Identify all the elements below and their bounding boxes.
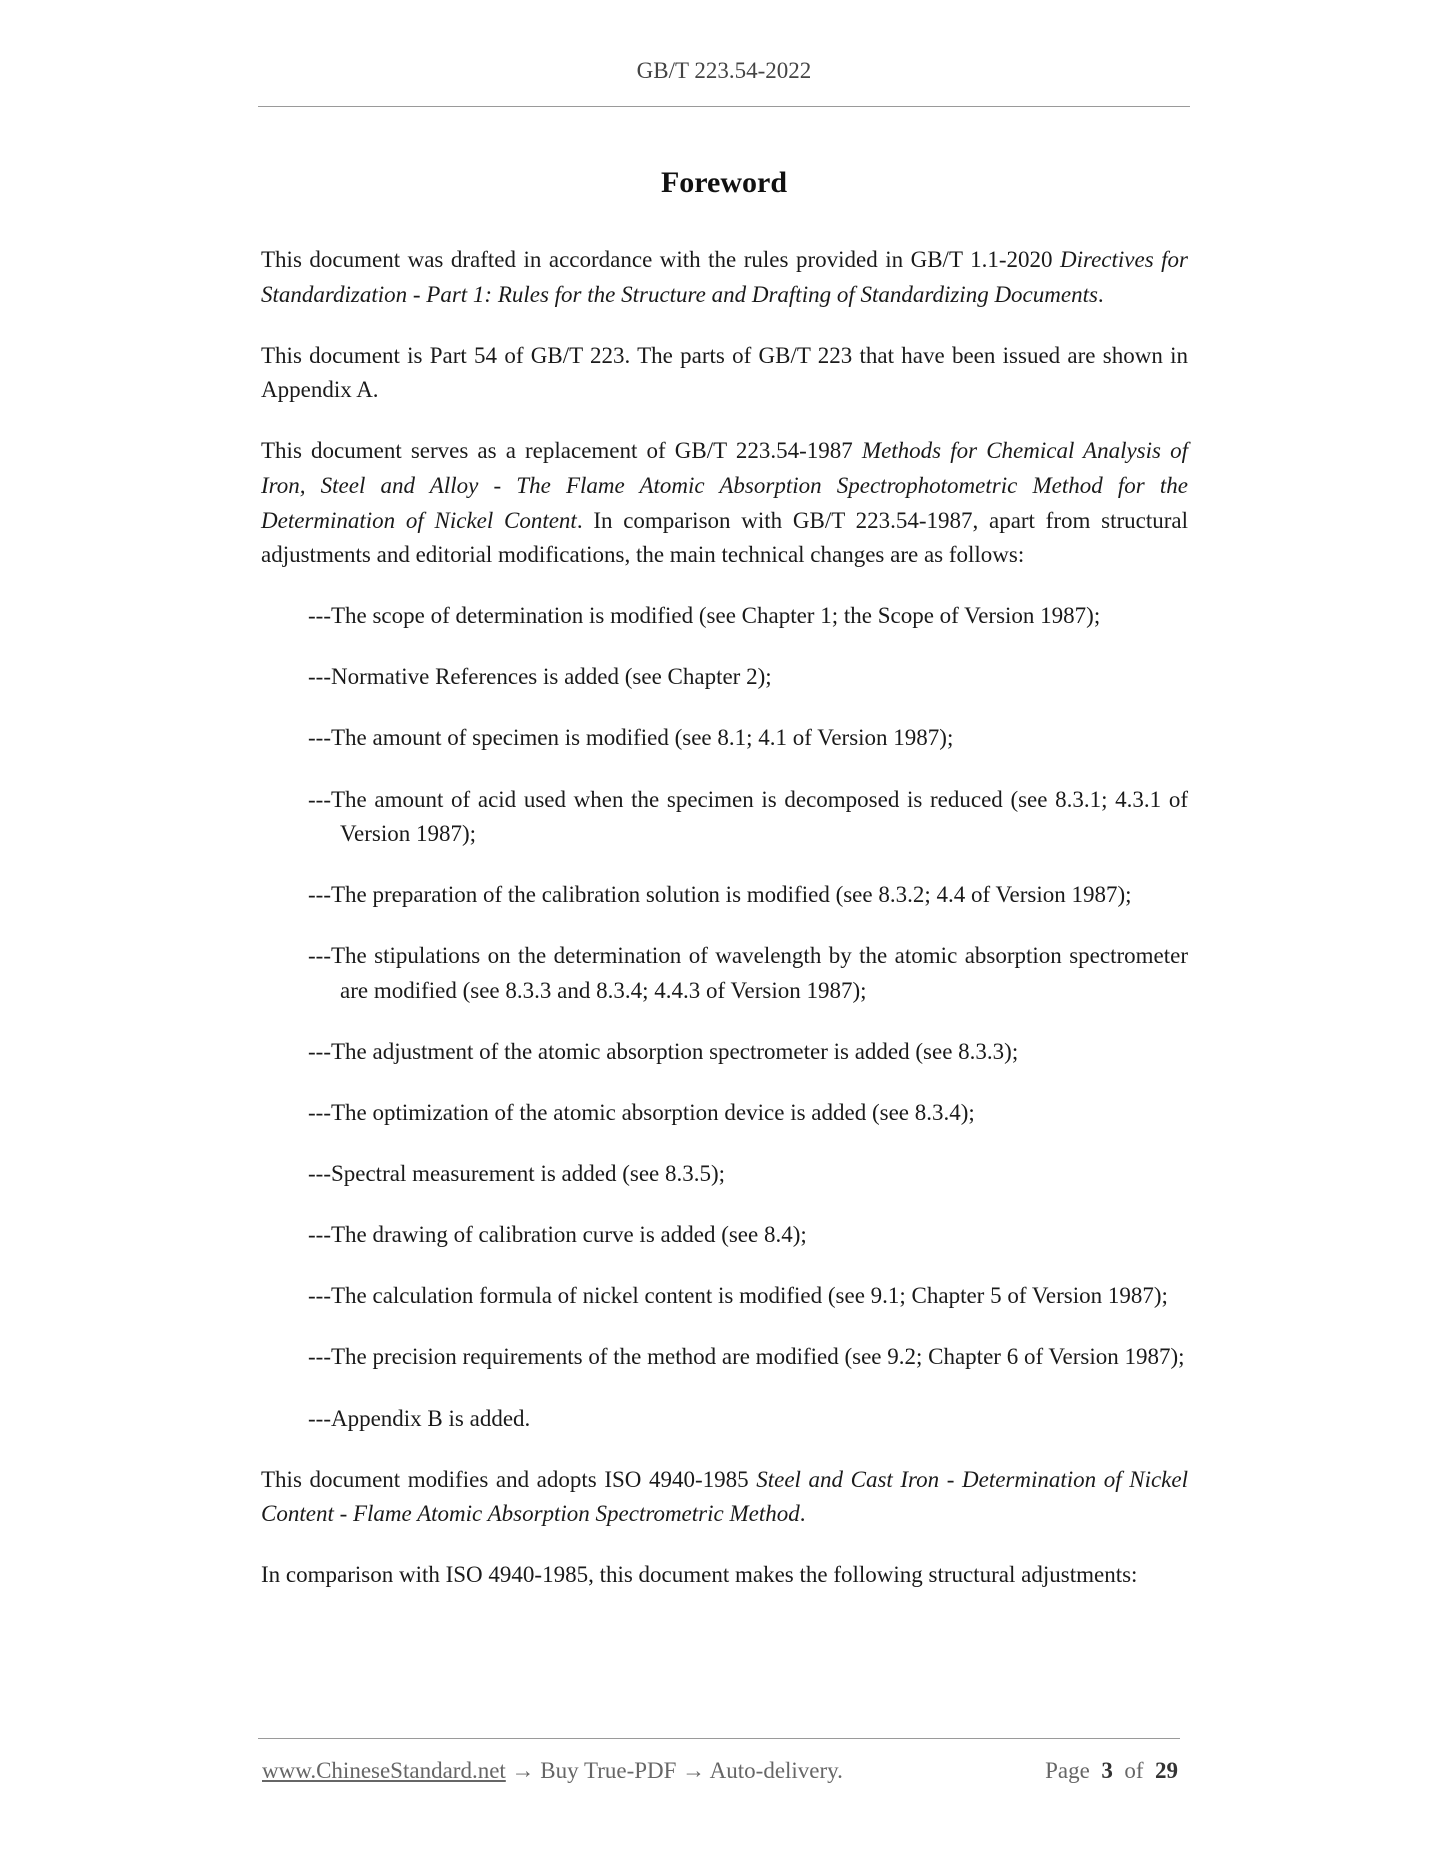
cited-standard-title: Methods for Chemical Analysis of Iron, Steel and Alloy - The Flame Atomic Absorption Spectrophotometric Method for the Determination of Nickel Content: [261, 438, 1188, 533]
list-item: ---The amount of acid used when the specimen is decomposed is reduced (see 8.3.1; 4.3.1 of Version 1987);: [308, 786, 1188, 847]
current-page-number: 3: [1101, 1758, 1113, 1783]
paragraph-text: This document modifies and adopts ISO 4940-1985: [261, 1466, 757, 1492]
list-item: ---The amount of specimen is modified (see 8.1; 4.1 of Version 1987);: [308, 725, 954, 751]
list-item: ---Normative References is added (see Chapter 2);: [308, 664, 772, 690]
website-link[interactable]: www.ChineseStandard.net: [262, 1758, 506, 1783]
section-title: Foreword: [660, 166, 788, 199]
footer-divider: [258, 1738, 1180, 1739]
list-item: ---The drawing of calibration curve is added (see 8.4);: [308, 1222, 807, 1248]
header-divider: [258, 106, 1190, 107]
changes-list: [261, 599, 1188, 1436]
paragraph-text: This document was drafted in accordance with the rules provided in GB/T 1.1-2020: [261, 247, 1060, 272]
document-body: [261, 243, 1188, 1619]
paragraph-iso-adoption: [261, 1463, 1188, 1532]
list-item: ---The scope of determination is modified (see Chapter 1; the Scope of Version 1987);: [308, 603, 1101, 629]
list-item: ---Spectral measurement is added (see 8.3.5);: [308, 1161, 726, 1187]
running-header: GB/T 223.54-2022: [636, 58, 812, 83]
page-number: [1045, 1758, 1178, 1784]
paragraph-text: . In comparison with GB/T 223.54-1987, apart from structural adjustments and editorial modifications, the main technical changes are as follows:: [261, 507, 1188, 568]
page-label: Page: [1045, 1758, 1090, 1783]
paragraph-text: This document serves as a replacement of GB/T 223.54-1987: [261, 438, 862, 464]
paragraph-structural-adjustments: In comparison with ISO 4940-1985, this document makes the following structural adjustments:: [261, 1562, 1138, 1588]
page-of-label: of: [1124, 1758, 1144, 1783]
paragraph-replacement: [261, 434, 1188, 572]
total-page-count: 29: [1155, 1758, 1178, 1783]
list-item: ---The calculation formula of nickel content is modified (see 9.1; Chapter 5 of Version 1987);: [308, 1283, 1168, 1309]
list-item: ---The stipulations on the determination of wavelength by the atomic absorption spectrometer are modified (see 8.3.3 and 8.3.4; 4.4.3 of Version 1987);: [308, 943, 1188, 1003]
paragraph-text: .: [799, 1501, 806, 1527]
cited-standard-title: Directives for Standardization - Part 1: Rules for the Structure and Drafting of Standardizing Documents: [261, 247, 1188, 307]
paragraph-drafting-rules: [261, 243, 1188, 312]
paragraph-part-info: This document is Part 54 of GB/T 223. The parts of GB/T 223 that have been issued are shown in Appendix A.: [261, 342, 1188, 403]
list-item: ---The precision requirements of the method are modified (see 9.2; Chapter 6 of Version 1987);: [308, 1344, 1185, 1370]
list-item: ---The optimization of the atomic absorption device is added (see 8.3.4);: [308, 1100, 975, 1126]
list-item: ---The preparation of the calibration solution is modified (see 8.3.2; 4.4 of Version 1987);: [308, 882, 1132, 908]
paragraph-text: .: [1097, 281, 1104, 307]
list-item: ---Appendix B is added.: [308, 1405, 531, 1431]
cited-standard-title: Steel and Cast Iron - Determination of Nickel Content - Flame Atomic Absorption Spectrometric Method: [261, 1466, 1188, 1527]
list-item: ---The adjustment of the atomic absorption spectrometer is added (see 8.3.3);: [308, 1039, 1019, 1064]
footer-promo: [262, 1758, 843, 1784]
footer-promo-text: → Buy True-PDF → Auto-delivery.: [505, 1758, 843, 1783]
